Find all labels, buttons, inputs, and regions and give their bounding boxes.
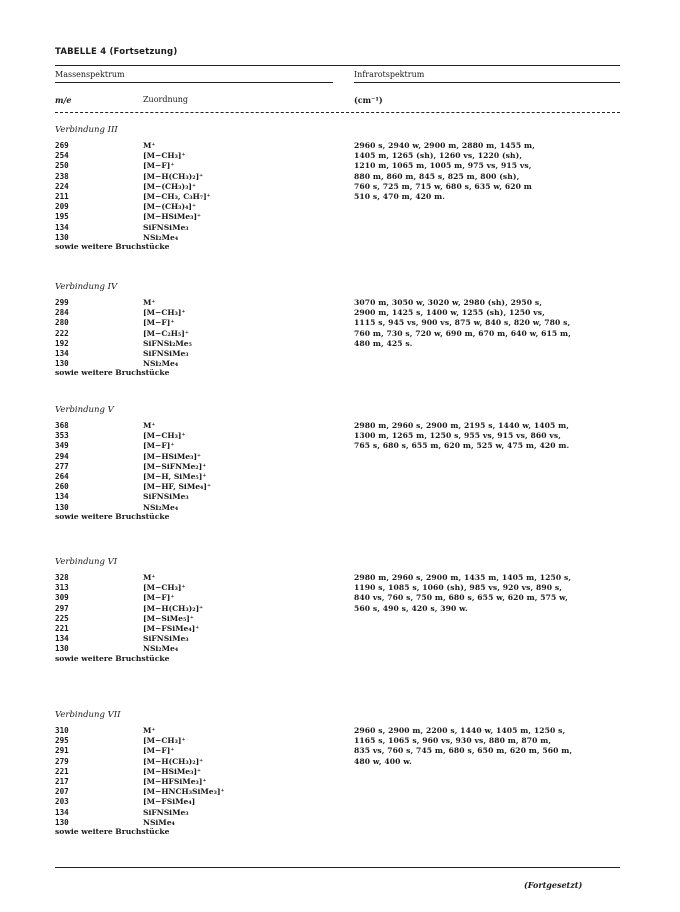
section-label: Verbindung V	[55, 405, 114, 415]
mass-value: 309	[55, 593, 69, 603]
fragment-assignment: NSi₂Me₄	[143, 644, 179, 654]
fragment-assignment: SiFNSiMe₃	[143, 222, 189, 232]
mass-value: 349	[55, 441, 69, 451]
bottom-rule	[55, 867, 620, 868]
ir-band-line: 480 m, 425 s.	[354, 338, 413, 348]
fragment-assignment: [M−HSiMe₃]⁺	[143, 451, 202, 461]
fragment-assignment: [M−HSiMe₃]⁺	[143, 212, 202, 222]
ir-band-line: 765 s, 680 s, 655 m, 620 m, 525 w, 475 m, 420 m.	[354, 441, 570, 451]
mass-value: 277	[55, 461, 69, 471]
fragment-assignment: NSi₂Me₄	[143, 359, 179, 369]
mass-value: 207	[55, 787, 69, 797]
mass-value: 280	[55, 318, 69, 328]
mass-value: 221	[55, 624, 69, 633]
fragment-assignment: [M−H(CH₃)₂]⁺	[143, 756, 204, 766]
mass-value: 192	[55, 338, 69, 348]
continued-note: (Fortgesetzt)	[524, 880, 583, 890]
ir-band-line: 1300 m, 1265 m, 1250 s, 955 vs, 915 vs, 860 vs,	[354, 431, 562, 441]
fragment-assignment: M⁺	[143, 141, 156, 150]
mass-value: 195	[55, 212, 69, 222]
fragment-assignment: [M−F]⁺	[143, 318, 175, 328]
column-header-rule	[55, 112, 620, 113]
mass-value: 328	[55, 573, 69, 582]
fragment-assignment: [M−SiMe₅]⁺	[143, 613, 194, 623]
header-rule-left	[55, 82, 333, 83]
mass-value: 209	[55, 202, 69, 212]
section-label: Verbindung III	[55, 125, 118, 135]
mass-value: 221	[55, 766, 69, 776]
section-label: Verbindung VII	[55, 710, 121, 720]
mass-value: 130	[55, 644, 69, 654]
fragment-assignment: SiFNSiMe₃	[143, 634, 189, 644]
mass-value: 313	[55, 583, 69, 593]
mass-value: 224	[55, 181, 69, 191]
fragment-assignment: [M−(CH₃)₄]⁺	[143, 202, 197, 212]
fragment-assignment: SiFNSiMe₃	[143, 349, 189, 358]
ir-band-line: 3070 m, 3050 w, 3020 w, 2980 (sh), 2950 s,	[354, 298, 543, 307]
mass-value: 254	[55, 151, 69, 161]
mass-value: 134	[55, 807, 69, 817]
more-fragments-note: sowie weitere Bruchstücke	[55, 242, 170, 251]
mass-value: 203	[55, 797, 69, 807]
fragment-assignment: [M−HSiMe₃]⁺	[143, 766, 202, 776]
header-rule-right	[354, 82, 620, 83]
ir-band-line: 2980 m, 2960 s, 2900 m, 1435 m, 1405 m, 1250 s,	[354, 573, 572, 582]
more-fragments-note: sowie weitere Bruchstücke	[55, 653, 170, 663]
fragment-assignment: M⁺	[143, 421, 156, 430]
mass-value: 134	[55, 349, 69, 358]
more-fragments-note: sowie weitere Bruchstücke	[55, 511, 170, 521]
fragment-assignment: [M−FSiMe₄]⁺	[143, 624, 200, 633]
ir-band-line: 760 m, 730 s, 720 w, 690 m, 670 m, 640 w, 615 m,	[354, 328, 571, 338]
fragment-assignment: [M−H(CH₃)₂]⁺	[143, 603, 204, 613]
more-fragments-note: sowie weitere Bruchstücke	[55, 827, 170, 836]
fragment-assignment: [M−F]⁺	[143, 441, 175, 451]
fragment-assignment: M⁺	[143, 573, 156, 582]
mass-value: 134	[55, 222, 69, 232]
fragment-assignment: [M−FSiMe₄]	[143, 797, 196, 807]
more-fragments-note: sowie weitere Bruchstücke	[55, 368, 170, 378]
ir-spectrum-header: Infrarotspektrum	[354, 70, 425, 79]
fragment-assignment: SiFNSi₂Me₅	[143, 338, 192, 348]
mass-value: 264	[55, 472, 69, 481]
ir-band-line: 840 vs, 760 s, 750 m, 680 s, 655 w, 620 m, 575 w,	[354, 593, 568, 603]
section-label: Verbindung VI	[55, 557, 118, 567]
mass-value: 130	[55, 502, 69, 512]
fragment-assignment: [M−H, SiMe₅]⁺	[143, 472, 207, 481]
mass-value: 353	[55, 431, 69, 441]
fragment-assignment: [M−SiFNMe₂]⁺	[143, 461, 207, 471]
fragment-assignment: [M−C₂H₅]⁺	[143, 328, 189, 338]
mass-value: 297	[55, 603, 69, 613]
section-label: Verbindung IV	[55, 282, 118, 292]
me-column-header: m/e	[55, 95, 72, 105]
fragment-assignment: [M−H(CH₃)₂]⁺	[143, 171, 204, 181]
mass-value: 310	[55, 726, 69, 735]
fragment-assignment: [M−CH₃]⁺	[143, 151, 186, 161]
ir-band-line: 1405 m, 1265 (sh), 1260 vs, 1220 (sh),	[354, 151, 523, 161]
mass-value: 250	[55, 161, 69, 171]
mass-value: 299	[55, 298, 69, 307]
mass-value: 295	[55, 736, 69, 746]
fragment-assignment: M⁺	[143, 726, 156, 735]
mass-value: 130	[55, 359, 69, 369]
ir-band-line: 1115 s, 945 vs, 900 vs, 875 w, 840 s, 820 w, 780 s,	[354, 318, 571, 328]
table-title: TABELLE 4 (Fortsetzung)	[55, 47, 178, 57]
fragment-assignment: SiFNSiMe₃	[143, 807, 189, 817]
mass-value: 269	[55, 141, 69, 150]
ir-band-line: 2960 s, 2940 w, 2900 m, 2880 m, 1455 m,	[354, 141, 535, 150]
fragment-assignment: [M−F]⁺	[143, 746, 175, 756]
mass-value: 211	[55, 192, 69, 201]
mass-value: 294	[55, 451, 69, 461]
ir-band-line: 1165 s, 1065 s, 960 vs, 930 vs, 880 m, 870 m,	[354, 736, 552, 746]
fragment-assignment: M⁺	[143, 298, 156, 307]
mass-spectrum-header: Massenspektrum	[55, 70, 125, 79]
fragment-assignment: [M−CH₃]⁺	[143, 308, 186, 318]
mass-value: 217	[55, 777, 69, 786]
fragment-assignment: [M−(CH₃)₃]⁺	[143, 181, 197, 191]
ir-band-line: 1210 m, 1065 m, 1005 m, 975 vs, 915 vs,	[354, 161, 532, 171]
mass-value: 222	[55, 328, 69, 338]
fragment-assignment: [M−F]⁺	[143, 593, 175, 603]
ir-band-line: 880 m, 860 m, 845 s, 825 m, 800 (sh),	[354, 171, 520, 181]
unit-column-header: (cm⁻¹)	[354, 95, 383, 105]
mass-value: 279	[55, 756, 69, 766]
ir-band-line: 510 s, 470 m, 420 m.	[354, 192, 446, 201]
fragment-assignment: [M−CH₃, C₃H₇]⁺	[143, 192, 211, 201]
fragment-assignment: NSiMe₄	[143, 817, 175, 827]
ir-band-line: 480 w, 400 w.	[354, 756, 412, 766]
mass-value: 134	[55, 492, 69, 502]
mass-value: 291	[55, 746, 69, 756]
ir-band-line: 1190 s, 1085 s, 1060 (sh), 985 vs, 920 vs, 890 s,	[354, 583, 562, 593]
top-rule	[55, 65, 620, 66]
ir-band-line: 560 s, 490 s, 420 s, 390 w.	[354, 603, 468, 613]
mass-value: 130	[55, 232, 69, 242]
mass-value: 238	[55, 171, 69, 181]
ir-band-line: 2980 m, 2960 s, 2900 m, 2195 s, 1440 w, 1405 m,	[354, 421, 570, 430]
fragment-assignment: [M−HFSiMe₃]⁺	[143, 777, 207, 786]
fragment-assignment: SiFNSiMe₃	[143, 492, 189, 502]
ir-band-line: 835 vs, 760 s, 745 m, 680 s, 650 m, 620 m, 560 m,	[354, 746, 573, 756]
mass-value: 225	[55, 613, 69, 623]
mass-value: 130	[55, 817, 69, 827]
fragment-assignment: [M−CH₃]⁺	[143, 431, 186, 441]
assignment-column-header: Zuordnung	[143, 95, 189, 104]
fragment-assignment: NSi₂Me₄	[143, 232, 179, 242]
mass-value: 284	[55, 308, 69, 318]
fragment-assignment: NSi₂Me₄	[143, 502, 179, 512]
fragment-assignment: [M−HNCH₃SiMe₃]⁺	[143, 787, 225, 797]
fragment-assignment: [M−HF, SiMe₄]⁺	[143, 482, 211, 492]
fragment-assignment: [M−CH₃]⁺	[143, 736, 186, 746]
ir-band-line: 2960 s, 2900 m, 2200 s, 1440 w, 1405 m, 1250 s,	[354, 726, 566, 735]
fragment-assignment: [M−F]⁺	[143, 161, 175, 171]
mass-value: 368	[55, 421, 69, 430]
ir-band-line: 2900 m, 1425 s, 1400 w, 1255 (sh), 1250 vs,	[354, 308, 545, 318]
mass-value: 260	[55, 482, 69, 492]
fragment-assignment: [M−CH₃]⁺	[143, 583, 186, 593]
ir-band-line: 760 s, 725 m, 715 w, 680 s, 635 w, 620 m	[354, 181, 532, 191]
mass-value: 134	[55, 634, 69, 644]
